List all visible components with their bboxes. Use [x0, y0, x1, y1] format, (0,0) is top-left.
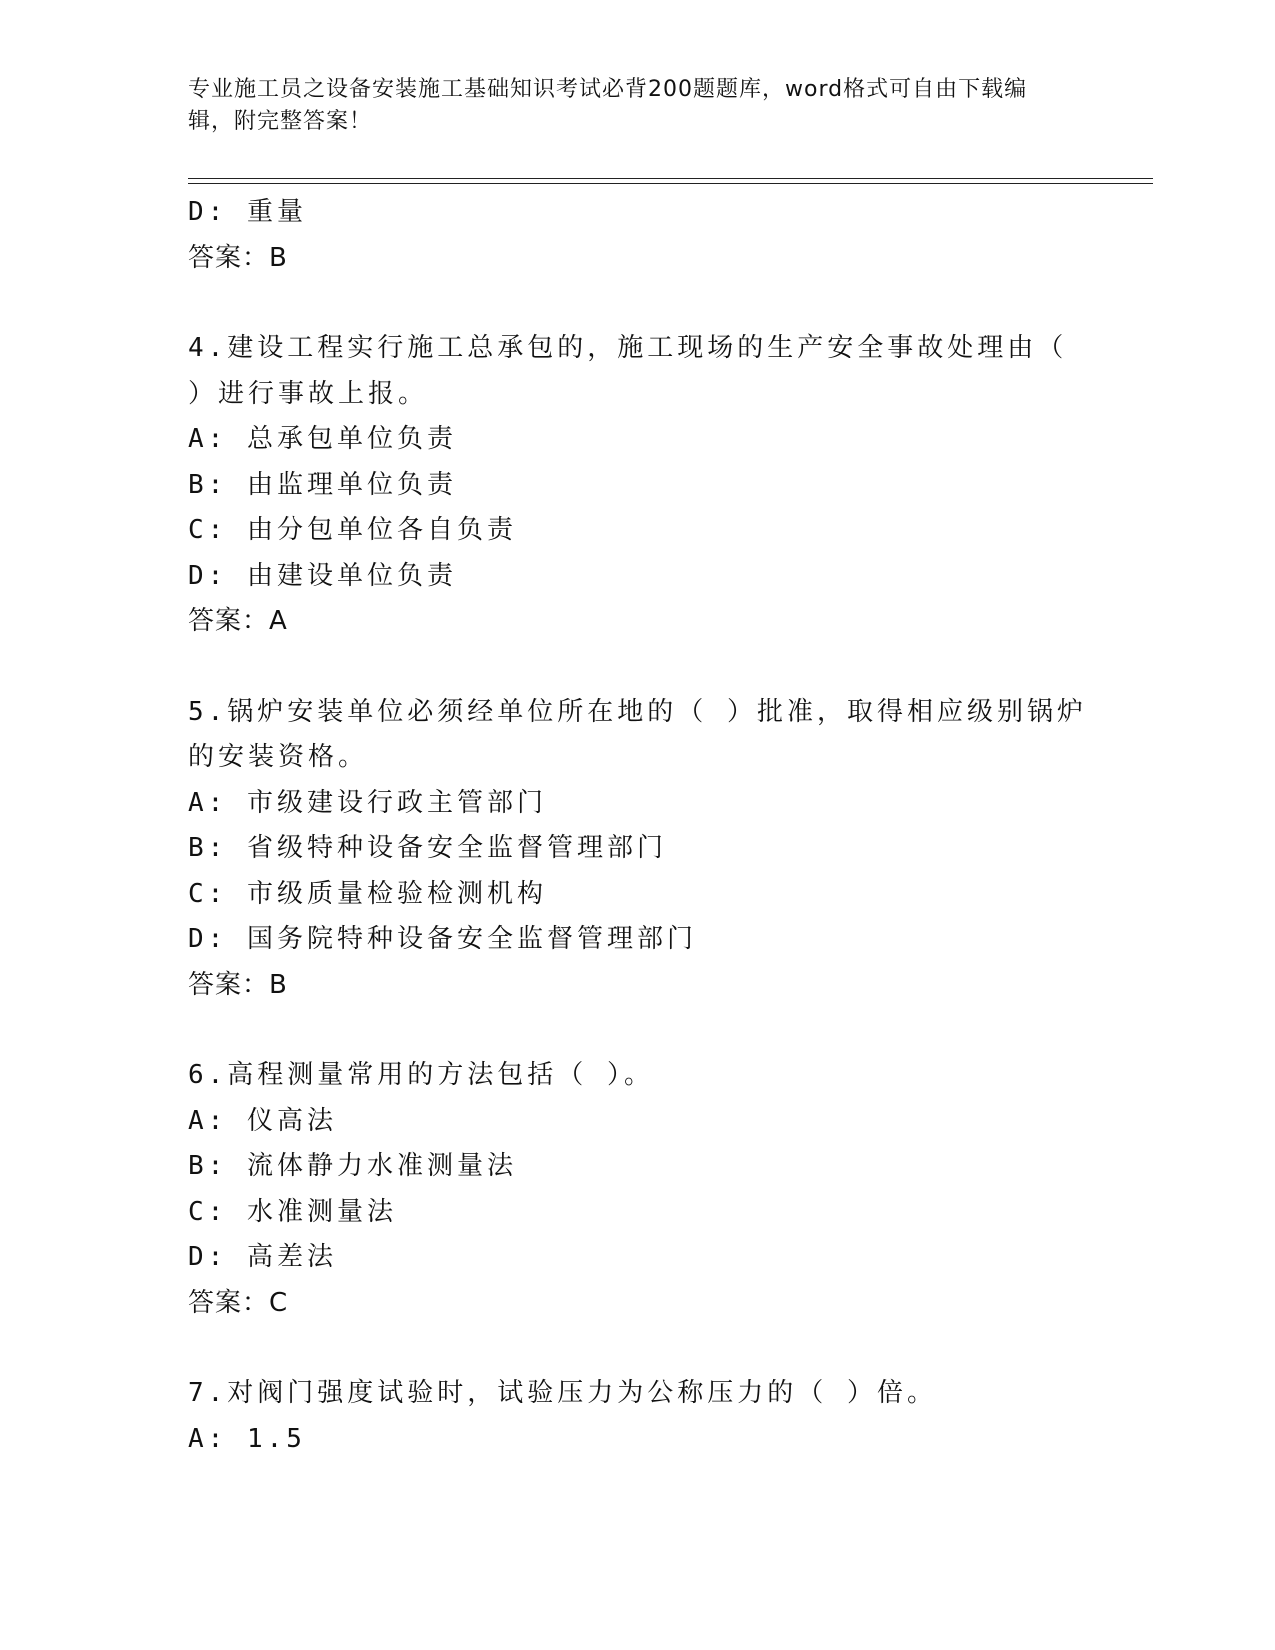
option-b: B: 省级特种设备安全监督管理部门 [188, 833, 667, 863]
header-rule-bottom [188, 183, 1153, 184]
option-b: B: 由监理单位负责 [188, 469, 457, 500]
option-c: C: 由分包单位各自负责 [188, 515, 517, 545]
option-c: C: 市级质量检验检测机构 [188, 878, 547, 909]
option-b: B: 流体静力水准测量法 [188, 1151, 517, 1181]
option-d: D: 由建设单位负责 [188, 560, 457, 591]
answer-line: 答案：A [188, 606, 288, 636]
question-5 [188, 690, 1088, 1009]
question-text: 4.建设工程实行施工总承包的，施工现场的生产安全事故处理由（ ）进行事故上报。 [188, 333, 1068, 409]
question-6 [188, 1053, 1088, 1326]
option-c: C: 水准测量法 [188, 1196, 397, 1227]
option-a: A: 1.5 [188, 1423, 306, 1454]
document-header: 专业施工员之设备安装施工基础知识考试必背200题题库，word格式可自由下载编辑，附完整答案！ [188, 77, 1028, 134]
option-a: A: 仪高法 [188, 1105, 337, 1136]
header-rule-top [188, 178, 1153, 179]
answer-line: 答案：B [188, 242, 288, 273]
option-a: A: 市级建设行政主管部门 [188, 787, 547, 818]
question-text: 5.锅炉安装单位必须经单位所在地的（ ）批准，取得相应级别锅炉的安装资格。 [188, 696, 1087, 772]
question-7 [188, 1371, 1088, 1462]
option-a: A: 总承包单位负责 [188, 424, 457, 454]
question-text: 6.高程测量常用的方法包括（ ）。 [188, 1060, 654, 1090]
option-d: D: 高差法 [188, 1242, 337, 1272]
question-4 [188, 326, 1088, 645]
answer-line: 答案：B [188, 969, 288, 1000]
option-d: D: 国务院特种设备安全监督管理部门 [188, 924, 697, 954]
question-text: 7.对阀门强度试验时，试验压力为公称压力的（ ）倍。 [188, 1378, 937, 1408]
question-list [188, 190, 1088, 1462]
option-d: D: 重量 [188, 197, 307, 227]
answer-line: 答案：C [188, 1287, 289, 1318]
partial-question [188, 190, 1088, 281]
